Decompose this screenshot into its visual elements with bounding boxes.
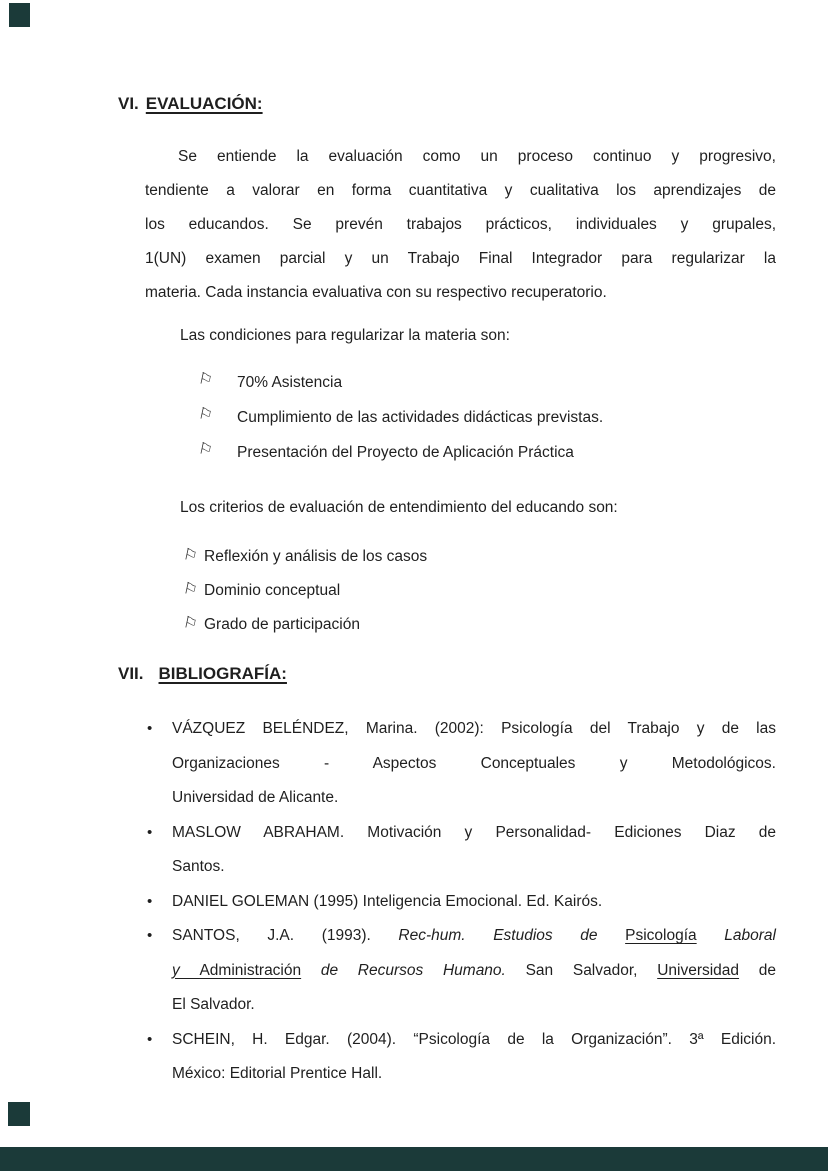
text-line [172,1023,776,1058]
bibliography-entry [145,1023,776,1092]
text-segment: El Salvador. [172,996,255,1013]
text-segment: SCHEIN, H. Edgar. (2004). “Psicología de la Organización”. 3ª Edición. [172,1030,776,1048]
text-segment: MASLOW ABRAHAM. Motivación y Personalidad- Ediciones Diaz de [172,823,776,841]
footer-bar [0,1147,828,1171]
text-segment: de [739,961,776,979]
evaluation-paragraph [145,140,776,310]
text-segment [301,962,321,979]
bullet-icon: • [147,927,153,944]
section-vi-number: VI. [118,94,139,113]
text-segment: Se entiende la evaluación como un proceso continuo y progresivo, [178,148,776,165]
list-item-label: Cumplimiento de las actividades didácticas previstas. [237,409,604,426]
criteria-intro: Los criterios de evaluación de entendimiento del educando son: [180,499,618,516]
bibliography-list [145,712,776,1092]
text-segment: Administración [199,961,302,979]
bibliography-entry [145,919,776,1023]
section-vi-heading [118,94,263,114]
text-line [145,276,776,310]
text-line [172,919,776,954]
text-segment: Santos. [172,858,225,875]
text-segment: materia. Cada instancia evaluativa con su respectivo recuperatorio. [145,284,607,301]
conditions-list [198,372,603,477]
bullet-icon: • [147,720,153,737]
text-segment: y [172,961,200,979]
list-item-label: 70% Asistencia [237,374,343,391]
list-item-label: Dominio conceptual [204,582,341,599]
text-line [172,712,776,747]
text-segment: Rec-hum. Estudios de [398,927,626,944]
text-line [172,1057,776,1092]
corner-mark-bottom-left [8,1102,30,1126]
list-item [183,614,427,648]
list-item-label: Reflexión y análisis de los casos [204,548,428,565]
text-segment: SANTOS, J.A. (1993). [172,927,399,944]
text-segment: Universidad de Alicante. [172,789,339,806]
bullet-icon: • [147,892,153,910]
text-segment: México: Editorial Prentice Hall. [172,1065,383,1082]
flag-bullet-icon: ⚐ [181,579,199,600]
text-line [172,988,776,1023]
text-line [145,242,776,276]
bullet-icon: • [147,823,153,841]
text-line [172,954,776,989]
list-item [183,580,427,614]
corner-mark-top-left [9,3,30,27]
text-segment: Psicología [625,927,697,944]
list-item [183,546,427,580]
text-line [145,208,776,242]
text-segment: 1(UN) examen parcial y un Trabajo Final Integrador para regularizar la [145,250,776,267]
list-item [198,442,603,477]
flag-bullet-icon: ⚐ [196,440,215,460]
section-vii-heading [118,664,287,684]
criteria-list [183,546,427,648]
text-line [145,174,776,208]
section-vii-title: BIBLIOGRAFÍA: [158,664,287,683]
list-item-label: Grado de participación [204,616,360,633]
text-line [172,850,776,885]
flag-bullet-icon: ⚐ [181,545,199,566]
bibliography-entry [145,816,776,885]
text-segment: Universidad [657,961,740,979]
text-segment: DANIEL GOLEMAN (1995) Inteligencia Emocional. Ed. Kairós. [172,892,603,910]
section-vii-number: VII. [118,664,144,683]
text-line [172,816,776,851]
bibliography-entry [145,885,776,920]
text-line [172,781,776,816]
text-segment: VÁZQUEZ BELÉNDEZ, Marina. (2002): Psicología del Trabajo y de las [172,720,776,737]
text-segment: los educandos. Se prevén trabajos prácticos, individuales y grupales, [145,216,776,233]
bullet-icon: • [147,1030,153,1048]
text-segment: tendiente a valorar en forma cuantitativa y cualitativa los aprendizajes de [145,182,776,199]
section-vi-title: EVALUACIÓN: [145,94,263,113]
text-segment: de Recursos Humano. [320,961,506,979]
text-segment: San Salvador, [505,961,658,979]
list-item-label: Presentación del Proyecto de Aplicación Práctica [237,444,574,461]
list-item [198,372,603,407]
bibliography-entry [145,712,776,816]
list-item [198,407,603,442]
flag-bullet-icon: ⚐ [181,613,199,634]
text-segment: Organizaciones - Aspectos Conceptuales y Metodológicos. [172,754,776,772]
text-line [145,140,776,174]
text-line [172,747,776,782]
flag-bullet-icon: ⚐ [196,405,215,425]
flag-bullet-icon: ⚐ [196,370,215,390]
text-segment [697,927,725,944]
text-line [172,885,776,920]
conditions-intro: Las condiciones para regularizar la materia son: [180,327,510,344]
text-segment: Laboral [724,927,776,944]
